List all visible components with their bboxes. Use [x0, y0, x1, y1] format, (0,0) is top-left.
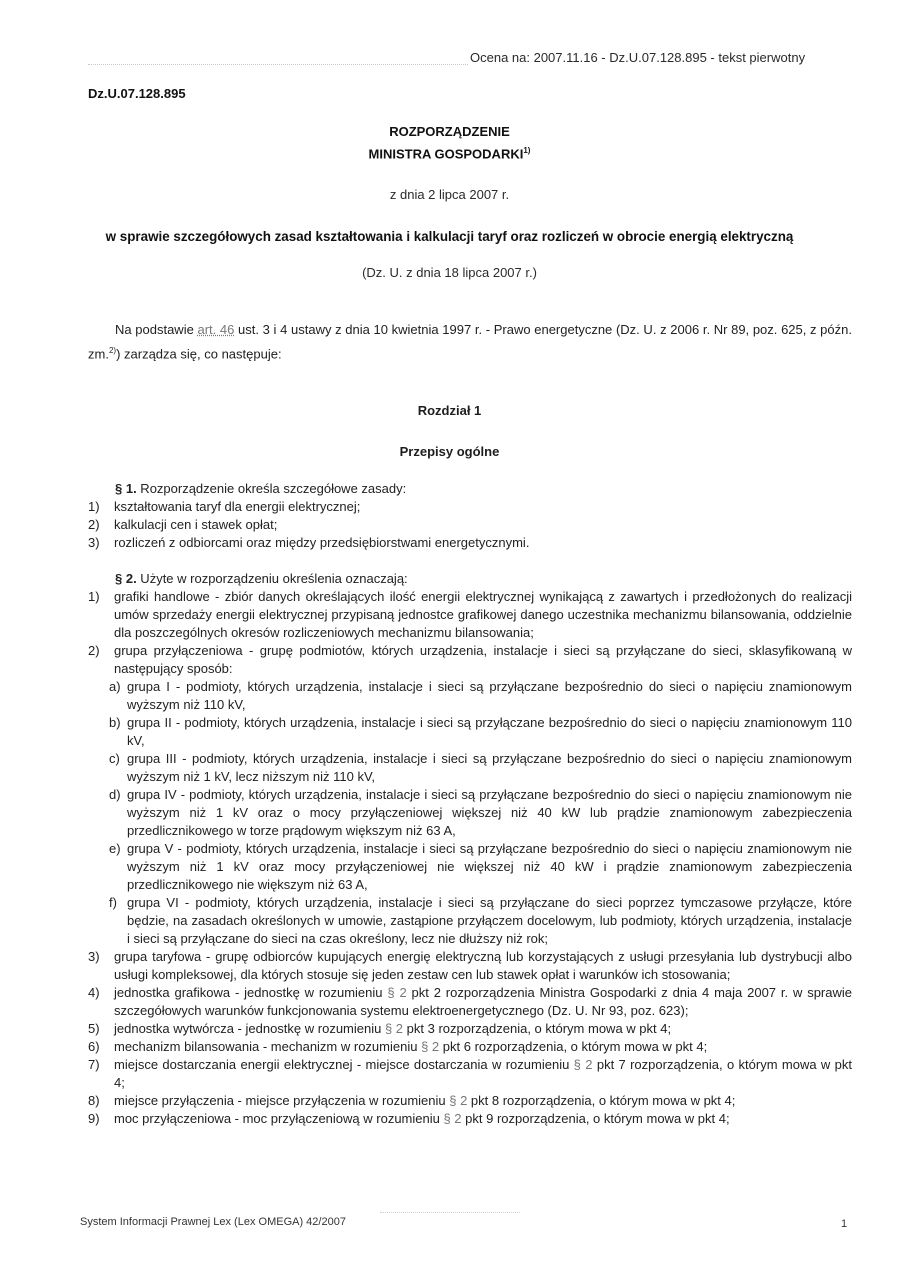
footnote-ref-2[interactable]: 2): [108, 346, 117, 355]
title-line-2-text: MINISTRA GOSPODARKI: [368, 146, 524, 162]
item-text-part: pkt 6 rozporządzenia, o którym mowa w pkt 4;: [439, 1039, 708, 1054]
item-text: kształtowania taryf dla energii elektrycznej;: [114, 499, 361, 514]
item-text: rozliczeń z odbiorcami oraz między przedsiębiorstwami energetycznymi.: [114, 535, 530, 550]
item-text: [114, 1092, 852, 1110]
item-text-part: pkt 8 rozporządzenia, o którym mowa w pkt 4;: [467, 1093, 736, 1108]
paragraph-1-intro: Rozporządzenie określa szczegółowe zasady:: [136, 481, 407, 496]
item-text-part: moc przyłączeniowa - moc przyłączeniową w rozumieniu: [114, 1111, 444, 1126]
list-item: [88, 948, 852, 984]
sub-letter: c): [109, 751, 120, 766]
document-id: Dz.U.07.128.895: [88, 86, 186, 101]
paragraph-2-ref-link[interactable]: § 2: [421, 1039, 440, 1054]
title-line-2: [60, 146, 839, 161]
document-subject: w sprawie szczegółowych zasad kształtowania i kalkulacji taryf oraz rozliczeń w obrocie energią elektryczną: [105, 229, 794, 244]
item-number: 8): [88, 1093, 100, 1108]
header-rule: [88, 64, 468, 65]
sub-item: [109, 714, 852, 750]
item-text-part: miejsce przyłączenia - miejsce przyłączenia w rozumieniu: [114, 1093, 450, 1108]
item-text-part: pkt 2 rozporządzenia Ministra Gospodarki z dnia 4 maja 2007 r. w sprawie szczegółowych warunków funkcjonowania systemu elektroenergetycznego (Dz. U. Nr 93, poz. 623);: [114, 985, 852, 1018]
sub-text: grupa I - podmioty, których urządzenia, instalacje i sieci są przyłączane bezpośrednio do sieci o napięciu znamionowym wyższym niż 110 kV,: [127, 679, 852, 712]
paragraph-2-label: § 2.: [115, 571, 137, 586]
sub-item: [109, 840, 852, 894]
paragraph-2-heading: [88, 570, 852, 588]
item-number: 2): [88, 517, 100, 532]
paragraph-1-heading: [88, 480, 852, 498]
footer-source: System Informacji Prawnej Lex (Lex OMEGA) 42/2007: [80, 1216, 346, 1228]
list-item: [88, 588, 852, 642]
preamble: [88, 319, 852, 364]
item-number: 9): [88, 1111, 100, 1126]
item-number: 6): [88, 1039, 100, 1054]
list-item: [88, 516, 852, 534]
sub-item: [109, 894, 852, 948]
sub-text: grupa V - podmioty, których urządzenia, instalacje i sieci są przyłączane bezpośrednio do sieci o napięciu znamionowym nie wyższym niż 1 kV oraz mocy przyłączeniowej nie większej niż 40 kW i prądzie znamionowym zabezpieczenia przedlicznikowego nie większym niż 63 A,: [127, 841, 852, 892]
item-text-part: miejsce dostarczania energii elektrycznej - miejsce dostarczania w rozumieniu: [114, 1057, 574, 1072]
sub-letter: d): [109, 787, 121, 802]
list-item: [88, 1056, 852, 1092]
sub-text: grupa II - podmioty, których urządzenia, instalacje i sieci są przyłączane bezpośrednio do sieci o napięciu znamionowym 110 kV,: [127, 715, 852, 748]
footnote-ref-1[interactable]: 1): [523, 146, 531, 155]
sub-text: grupa III - podmioty, których urządzenia, instalacje i sieci są przyłączane bezpośrednio do sieci o napięciu znamionowym wyższym niż 1 kV, lecz niższym niż 110 kV,: [127, 751, 852, 784]
page-number: 1: [841, 1218, 848, 1230]
sub-text: grupa IV - podmioty, których urządzenia, instalacje i sieci są przyłączane bezpośrednio do sieci o napięciu znamionowym nie wyższym niż 1 kV oraz o mocy przyłączeniowej większej niż 40 kW lub prądzie znamionowym zabezpieczenia przedlicznikowego w torze prądowym większym niż 63 A,: [127, 787, 852, 838]
footer-rule: [380, 1212, 520, 1213]
item-number: 7): [88, 1057, 100, 1072]
sub-item: [109, 786, 852, 840]
list-item: [88, 984, 852, 1020]
sub-item: [109, 678, 852, 714]
paragraph-2-ref-link[interactable]: § 2: [384, 1021, 404, 1036]
item-text: [114, 1020, 852, 1038]
list-item: [88, 1110, 852, 1128]
item-number: 1): [88, 499, 100, 514]
item-text-part: jednostka wytwórcza - jednostkę w rozumieniu: [114, 1021, 385, 1036]
item-text: [114, 1038, 852, 1056]
list-item: [88, 642, 852, 678]
item-text-part: jednostka grafikowa - jednostkę w rozumieniu: [114, 985, 388, 1000]
paragraph-2-ref-link[interactable]: § 2: [443, 1111, 462, 1126]
item-number: 3): [88, 535, 100, 550]
item-text: grupa taryfowa - grupę odbiorców kupujących energię elektryczną lub korzystających z usługi przesyłania lub dystrybucji albo usługi kompleksowej, dla których stosuje się jeden zestaw cen lub stawek opłat i warunków ich stosowania;: [114, 949, 852, 982]
item-number: 1): [88, 589, 100, 604]
item-text: [114, 984, 852, 1020]
item-number: 4): [88, 985, 100, 1000]
chapter-title: Przepisy ogólne: [399, 444, 500, 459]
list-item: [88, 498, 852, 516]
item-text-part: pkt 3 rozporządzenia, o którym mowa w pkt 4;: [403, 1021, 672, 1036]
sub-letter: a): [109, 679, 121, 694]
item-text-part: pkt 7 rozporządzenia, o którym mowa w pkt 4;: [114, 1057, 852, 1090]
preamble-text-1: Na podstawie: [115, 322, 198, 337]
chapter-number: Rozdział 1: [417, 403, 482, 418]
list-item: [88, 1020, 852, 1038]
preamble-text-3: ) zarządza się, co następuje:: [116, 346, 282, 362]
paragraph-2-ref-link[interactable]: § 2: [573, 1057, 593, 1072]
item-text: kalkulacji cen i stawek opłat;: [114, 517, 278, 532]
item-text-part: pkt 9 rozporządzenia, o którym mowa w pkt 4;: [461, 1111, 730, 1126]
art-46-link[interactable]: [197, 322, 234, 337]
evaluation-header: Ocena na: 2007.11.16 - Dz.U.07.128.895 - tekst pierwotny: [470, 50, 806, 65]
item-text: grupa przyłączeniowa - grupę podmiotów, których urządzenia, instalacje i sieci są przyłączane do sieci, sklasyfikowaną w następujący sposób:: [114, 643, 852, 676]
list-item: [88, 1092, 852, 1110]
item-text-part: mechanizm bilansowania - mechanizm w rozumieniu: [114, 1039, 422, 1054]
item-number: 5): [88, 1021, 100, 1036]
sub-letter: f): [109, 895, 117, 910]
list-item: [88, 1038, 852, 1056]
sub-item: [109, 750, 852, 786]
item-text: [114, 1110, 852, 1128]
item-text: grafiki handlowe - zbiór danych określających ilość energii elektrycznej wynikającą z zawartych i przedłożonych do realizacji umów sprzedaży energii elektrycznej przypisaną jednostce grafikowej danego uczestnika mechanizmu bilansowania, oddzielnie dla poszczególnych okresów rozliczeniowych mechanizmu bilansowania;: [114, 589, 852, 640]
paragraph-2-intro: Użyte w rozporządzeniu określenia oznaczają:: [136, 571, 408, 586]
sub-text: grupa VI - podmioty, których urządzenia, instalacje i sieci są przyłączane do sieci poprzez tymczasowe przyłącze, które będzie, na zasadach określonych w umowie, zastąpione przyłączem docelowym, lub podmioty, których urządzenia, instalacje i sieci są przyłączane do sieci na czas określony, lecz nie dłuższy niż rok;: [127, 895, 852, 946]
paragraph-2-ref-link[interactable]: § 2: [387, 985, 407, 1000]
main-content: [88, 480, 852, 1128]
item-number: 3): [88, 949, 100, 964]
preamble-text-2: ust. 3 i 4 ustawy z dnia 10 kwietnia 1997 r. - Prawo energetyczne (Dz. U. z 2006 r. Nr 89, poz. 625, z późn. zm.: [88, 322, 852, 362]
spacer: [88, 552, 852, 570]
publication-info: (Dz. U. z dnia 18 lipca 2007 r.): [362, 265, 537, 280]
paragraph-2-ref-link[interactable]: § 2: [449, 1093, 468, 1108]
issue-date: z dnia 2 lipca 2007 r.: [389, 187, 510, 202]
sub-letter: e): [109, 841, 121, 856]
art-46-link-text[interactable]: art. 46: [197, 322, 235, 337]
item-number: 2): [88, 643, 100, 658]
sub-letter: b): [109, 715, 121, 730]
title-line-1: ROZPORZĄDZENIE: [389, 124, 510, 139]
item-text: [114, 1056, 852, 1092]
paragraph-1-label: § 1.: [115, 481, 137, 496]
list-item: [88, 534, 852, 552]
